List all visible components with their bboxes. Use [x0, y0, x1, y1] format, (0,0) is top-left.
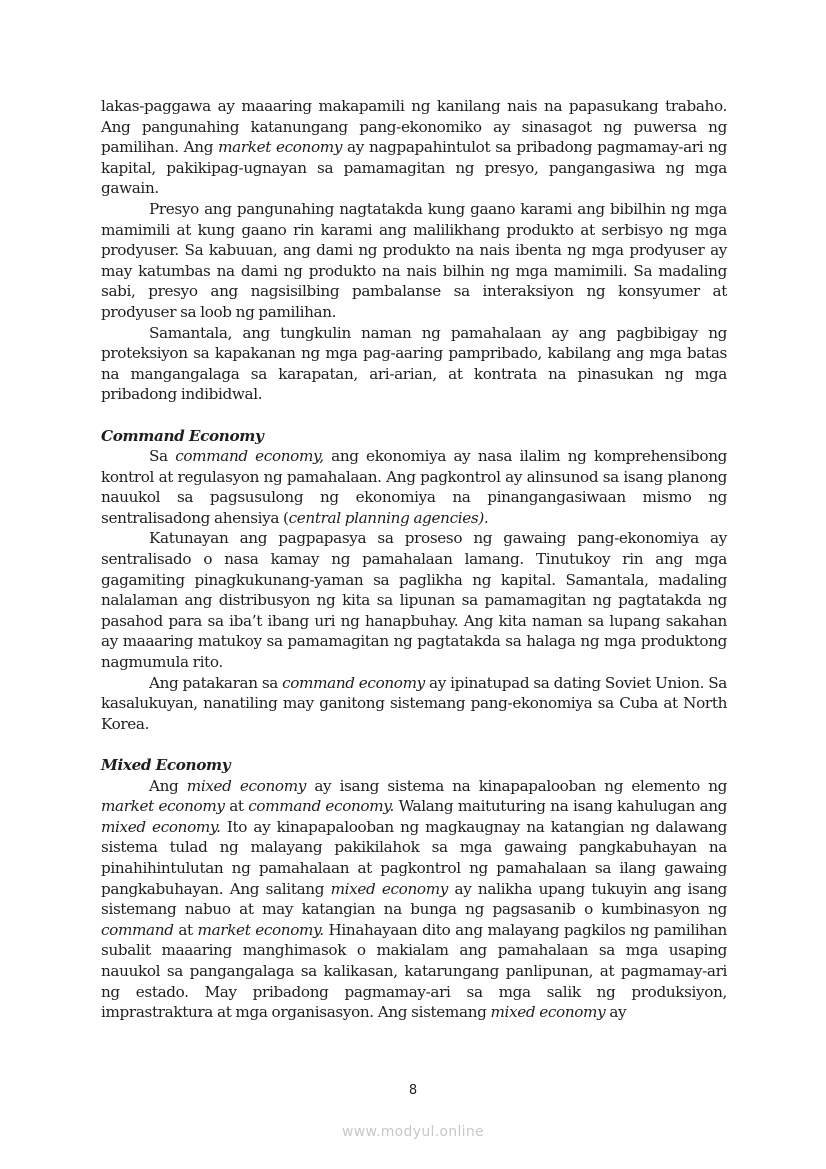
- footer-watermark: www.modyul.online: [342, 1124, 484, 1140]
- text-run: ay nagpapahintulot sa pribadong pagmamay-ari ng kapital, pakikipag-ugnayan sa pamamagitan ng presyo, pangangasiwa ng mga gawain.: [101, 138, 727, 198]
- italic-term: market economy: [218, 138, 343, 157]
- text-run: at: [224, 797, 249, 816]
- text-run: Walang maituturing na isang kahulugan ang: [393, 797, 728, 816]
- document-page: [101, 96, 727, 1023]
- paragraph-intro-continuation: [101, 96, 727, 199]
- section-heading-command-economy: Command Economy: [101, 426, 264, 445]
- paragraph-command-patakaran: [101, 673, 727, 735]
- page-number: 8: [408, 1083, 418, 1098]
- text-run: Katunayan ang pagpapasya sa proseso ng gawaing pang-ekonomiya ay sentralisado o nasa kamay ng pamahalaan lamang. Tinutukoy rin ang mga gagamiting pinagkukunang-yaman sa paglikha ng kapital. Samantala, madaling nalalaman ang distribusyon ng kita sa lipunan sa pamamagitan ng pagtatakda ng pasahod para sa iba’t ibang uri ng hanapbuhay. Ang kita naman sa lupang sakahan ay maaaring matukoy sa pamamagitan ng pagtatakda sa halaga ng mga produktong nagmumula rito.: [101, 529, 727, 672]
- text-run: ay isang sistema na kinapapalooban ng elemento ng: [305, 776, 728, 795]
- text-run: Hinahayaan dito ang malayang pagkilos ng pamilihan subalit maaaring manghimasok o makialam ang pamahalaan sa mga usaping nauukol sa pangangalaga sa kalikasan, katarungang panlipunan, at pagmamay-ari ng estado. May pribadong pagmamay-ari sa mga salik ng produksiyon, imprastraktura at mga organisasyon. Ang sistemang: [101, 920, 727, 1022]
- paragraph-command-definition: [101, 446, 727, 528]
- text-run: lakas-paggawa ay maaaring makapamili ng kanilang nais na papasukang trabaho. Ang pangunahing katanungang pang-ekonomiko ay sinasagot ng puwersa ng pamilihan. Ang: [101, 97, 727, 157]
- paragraph-command-katunayan: [101, 528, 727, 672]
- section-spacer: [101, 734, 727, 755]
- text-run: Sa: [149, 447, 176, 466]
- text-run: ang ekonomiya ay nasa ilalim ng komprehensibong kontrol at regulasyon ng pamahalaan. Ang pagkontrol ay alinsunod sa isang planong nauukol sa pagsusulong ng ekonomiya na pinangangasiwaan mismo ng sentralisadong ahensiya (: [101, 447, 727, 527]
- text-run: ay ipinatupad sa dating Soviet Union. Sa kasalukuyan, nanatiling may ganitong sistemang pang-ekonomiya sa Cuba at North Korea.: [101, 673, 727, 733]
- italic-term: mixed economy: [186, 776, 306, 795]
- italic-term: mixed economy: [490, 1003, 606, 1022]
- text-run: Samantala, ang tungkulin naman ng pamahalaan ay ang pagbibigay ng proteksiyon sa kapakanan ng mga pag-aaring pampribado, kabilang ang mga batas na mangangalaga sa karapatan, ari-arian, at kontrata na pinasukan ng mga pribadong indibidwal.: [101, 323, 727, 404]
- section-spacer: [101, 405, 727, 426]
- paragraph-presyo: [101, 199, 727, 323]
- section-heading-mixed-economy: Mixed Economy: [101, 756, 231, 774]
- paragraph-tungkulin-pamahalaan: [101, 323, 727, 405]
- text-run: Presyo ang pangunahing nagtatakda kung gaano karami ang bibilhin ng mga mamimili at kung gaano rin karami ang malilikhang produkto at serbisyo ng mga prodyuser. Sa kabuuan, ang dami ng produkto na nais ibenta ng mga prodyuser ay may katumbas na dami ng produkto na nais bilhin ng mga mamimili. Sa madaling sabi, presyo ang nagsisilbing pambalanse sa interaksiyon ng konsyumer at prodyuser sa loob ng pamilihan.: [101, 199, 727, 321]
- text-run: Ito ay kinapapalooban ng magkaugnay na katangian ng dalawang sistema tulad ng malayang pakikilahok sa mga gawaing pangkabuhayan na pinahihintulutan ng pamahalaan at pagkontrol ng pamahalaan sa ilang gawaing pangkabuhayan. Ang salitang: [101, 817, 727, 898]
- text-run: Ang: [149, 776, 187, 795]
- italic-term: mixed economy: [330, 879, 448, 898]
- text-run: Ang patakaran sa: [149, 673, 283, 692]
- italic-term: command economy.: [248, 797, 394, 816]
- italic-term: command economy: [282, 673, 425, 692]
- text-run: ay nalikha upang tukuyin ang isang sistemang nabuo at may katangian na bunga ng pagsasanib o kumbinasyon ng: [101, 879, 728, 919]
- italic-term: command economy,: [175, 447, 324, 466]
- italic-term: central planning agencies).: [288, 508, 489, 527]
- italic-term: market economy: [101, 797, 225, 816]
- italic-term: command: [101, 920, 174, 939]
- text-run: at: [173, 920, 198, 939]
- italic-term: market economy.: [197, 920, 324, 939]
- italic-term: mixed economy.: [101, 817, 221, 836]
- text-run: ay: [605, 1003, 627, 1022]
- paragraph-mixed-definition: [101, 776, 727, 1023]
